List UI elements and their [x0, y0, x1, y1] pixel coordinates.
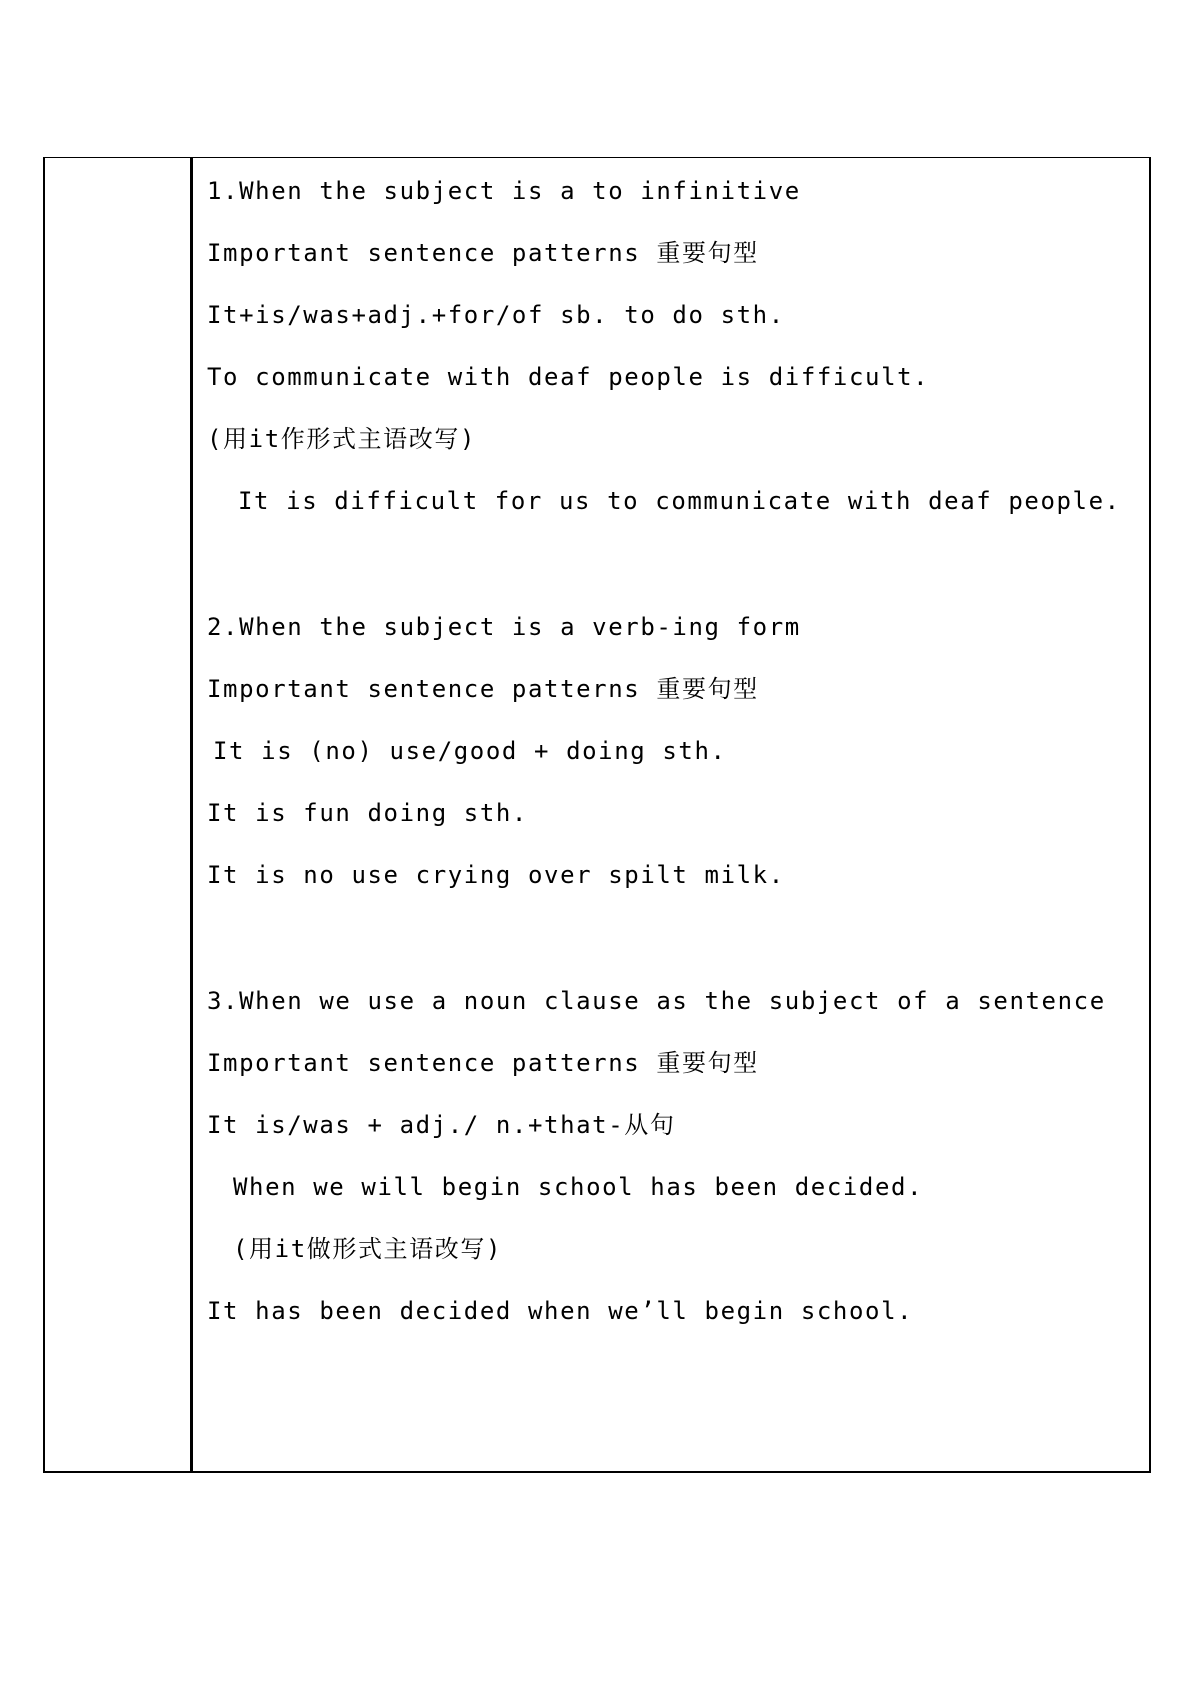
section-2-heading: 2.When the subject is a verb-ing form — [207, 613, 801, 641]
section-1-rewritten-sentence: It is difficult for us to communicate with deaf people. — [238, 487, 1121, 515]
section-2-example-1: It is fun doing sth. — [207, 799, 528, 827]
section-3-pattern-title: Important sentence patterns 重要句型 — [207, 1049, 759, 1077]
section-2-pattern-formula: It is (no) use/good + doing sth. — [213, 737, 727, 765]
section-3-heading: 3.When we use a noun clause as the subject of a sentence — [207, 987, 1106, 1015]
section-1-rewrite-instruction: (用it作形式主语改写) — [207, 425, 476, 453]
section-1-pattern-title: Important sentence patterns 重要句型 — [207, 239, 759, 267]
section-3-example-sentence: When we will begin school has been decided. — [233, 1173, 924, 1201]
left-column-cell — [45, 158, 193, 1471]
section-2-example-2: It is no use crying over spilt milk. — [207, 861, 785, 889]
section-3-rewrite-instruction: (用it做形式主语改写) — [233, 1235, 502, 1263]
document-table — [43, 157, 1151, 1473]
section-3-rewritten-sentence: It has been decided when we’ll begin school. — [207, 1297, 914, 1325]
section-3-pattern-formula: It is/was + adj./ n.+that-从句 — [207, 1111, 676, 1139]
content-cell — [193, 158, 1149, 1471]
section-2-pattern-title: Important sentence patterns 重要句型 — [207, 675, 759, 703]
section-1-example-sentence: To communicate with deaf people is difficult. — [207, 363, 930, 391]
section-1-heading: 1.When the subject is a to infinitive — [207, 177, 801, 205]
section-1-pattern-formula: It+is/was+adj.+for/of sb. to do sth. — [207, 301, 785, 329]
